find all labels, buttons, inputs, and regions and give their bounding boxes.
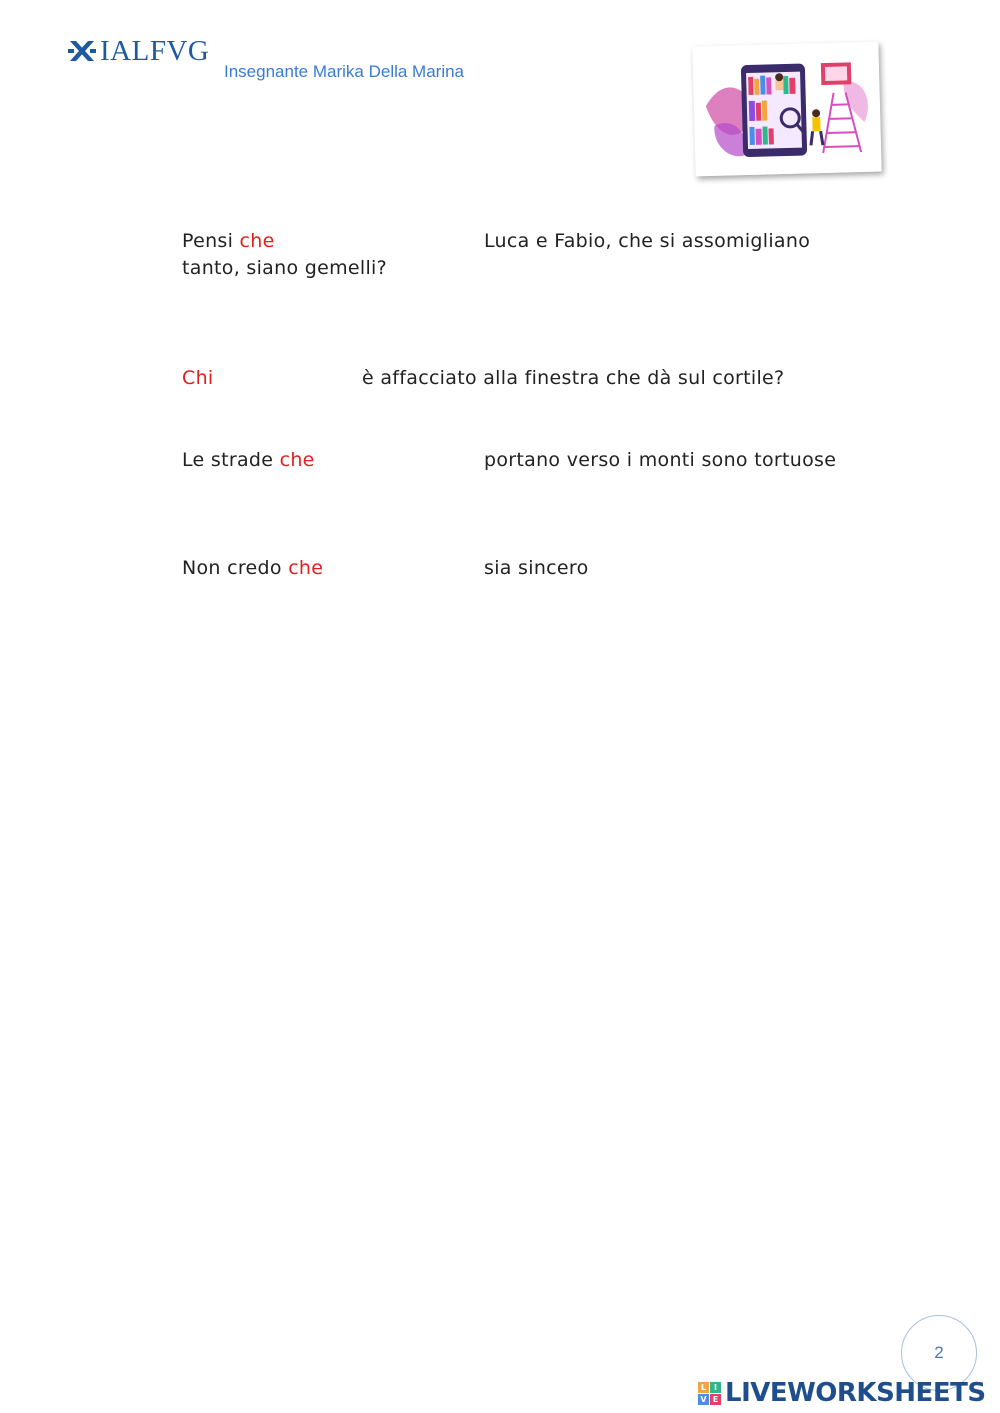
- sentence-1-part-c: tanto, siano gemelli?: [182, 257, 387, 279]
- sentence-4-text: Non credo: [182, 557, 289, 579]
- sentence-1-part-a: [182, 230, 275, 252]
- library-illustration: [692, 42, 881, 177]
- sentence-4-part-b: sia sincero: [484, 557, 589, 579]
- liveworksheets-logo-icon: L I V E: [698, 1382, 721, 1405]
- ialfvg-mark-icon: [68, 37, 96, 65]
- ialfvg-logo: [68, 36, 209, 66]
- sentence-3-highlight: che: [279, 449, 315, 471]
- sentence-3-part-b: portano verso i monti sono tortuose: [484, 449, 837, 471]
- sentence-2-part-b: è affacciato alla finestra che dà sul cortile?: [362, 367, 785, 389]
- page-number-text: 2: [934, 1343, 944, 1362]
- sentence-3-part-a: [182, 449, 315, 471]
- sentence-1-text: Pensi: [182, 230, 240, 252]
- sentence-2-highlight: Chi: [182, 367, 214, 389]
- sentence-4-highlight: che: [288, 557, 324, 579]
- sentence-1-highlight: che: [239, 230, 275, 252]
- teacher-name: Insegnante Marika Della Marina: [224, 62, 465, 81]
- logo-text: IALFVG: [100, 35, 210, 67]
- liveworksheets-text: LIVEWORKSHEETS: [725, 1378, 986, 1408]
- sentence-1-part-b: Luca e Fabio, che si assomigliano: [484, 230, 811, 252]
- sentence-3-text: Le strade: [182, 449, 280, 471]
- sentence-4-part-a: [182, 557, 323, 579]
- liveworksheets-brand[interactable]: [698, 1378, 986, 1408]
